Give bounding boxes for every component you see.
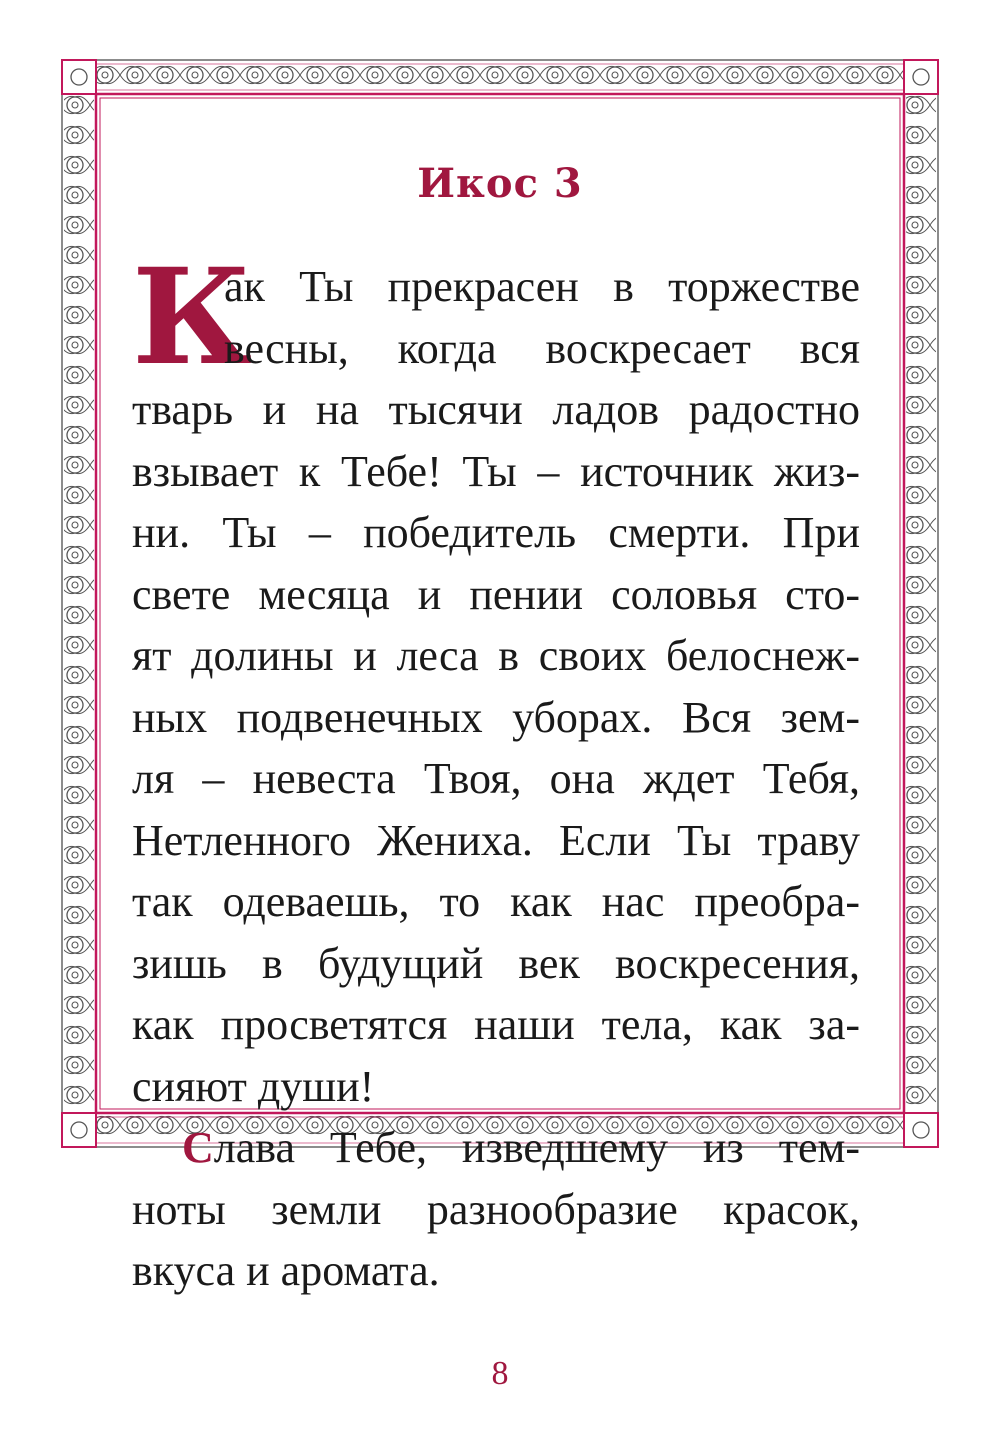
text-line: зишь в будущий век воскресения,: [132, 938, 860, 988]
text-line: ят долины и леса в своих белоснеж-: [132, 631, 860, 680]
text-line: ни. Ты – победитель смерти. При: [132, 508, 860, 557]
text-line: ноты земли разнообразие красок,: [132, 1184, 860, 1234]
text-line: свете месяца и пении соловья сто-: [132, 569, 860, 619]
text-line: весны, когда воскресает вся: [224, 323, 860, 373]
text-line: Нетленного Жениха. Если Ты траву: [132, 815, 860, 865]
page-title: Икос 3: [417, 160, 583, 207]
text-line: ля – невеста Твоя, она ждет Тебя,: [132, 754, 860, 803]
text-line: вкуса и аромата.: [132, 1246, 440, 1295]
text-line: ак Ты прекрасен в торжестве: [224, 262, 860, 311]
paragraph-initial: С: [182, 1123, 214, 1172]
text-line: тварь и на тысячи ладов радостно: [132, 385, 860, 434]
text-line: лава Тебе, изведшему из тем-: [213, 1123, 860, 1172]
text-line: так одеваешь, то как нас преобра-: [132, 877, 860, 926]
drop-cap-initial: К: [132, 260, 253, 376]
text-line: взывает к Тебе! Ты – источник жиз-: [132, 446, 860, 496]
text-line: как просветятся наши тела, как за-: [132, 1000, 860, 1049]
text-line: ных подвенечных уборах. Вся зем-: [132, 692, 860, 742]
page-number: 8: [491, 1355, 509, 1392]
prayer-text: [132, 256, 860, 1302]
paragraph2-first-line: [132, 1117, 860, 1179]
text-line: сияют души!: [132, 1061, 375, 1111]
